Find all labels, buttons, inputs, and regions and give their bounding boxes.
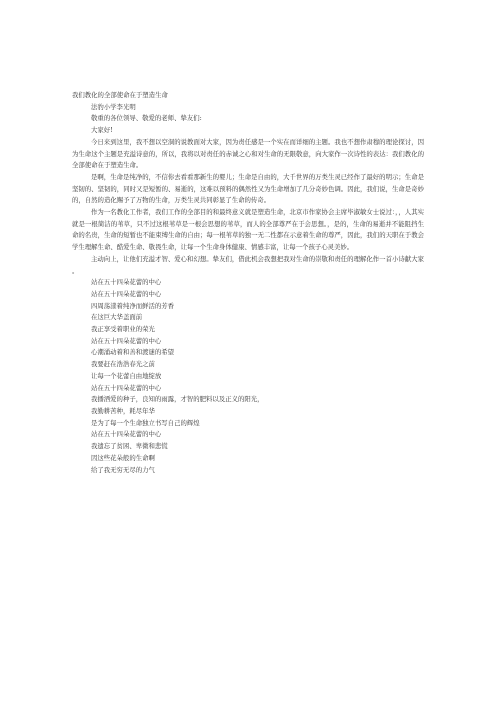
paragraph: 是啊，生命是纯净的，不信你去看看那新生的婴儿；生命是自由的，大千世界的万类生灵已经作了最好的明示；生命是坚韧的、坚韧的，同时又是短暂的、易逝的，这难以预料的偶然性又为生命增加了几分奇妙色调。因此，我们说，生命是奇妙的，自然的造化赐予了万物的生命，万类生灵共同彰显了生命的传奇。 [72,172,424,205]
poem-line: 我正享受着职业的荣光 [91,325,155,334]
poem-line: 四周荡漾着纯净而鲜活的芳香 [91,301,175,310]
poem-line: 站在五十四朵花蕾的中心 [91,289,162,298]
poem-line: 心潮涌动着和善和渡谜的希望 [91,348,175,357]
poem-line: 我遗忘了贫困、卑微和悲慌 [91,442,168,451]
poem-line: 站在五十四朵花蕾的中心 [91,383,162,392]
paragraph: 主动向上，让他们充溢才智、爱心和幻想。挚友们，借此机会我想把我对生命的崇敬和责任的理解化作一首小诗献大家。 [72,254,424,275]
poem-line: 站在五十四朵花蕾的中心 [91,278,162,287]
poem-line: 我播洒爱的种子，良知的雨露，才智的肥料以及正义的阳光， [91,395,264,404]
author-line: 法豹小学李光明 [91,102,136,111]
poem-line: 是为了每一个生命独立书写自己的辉煌 [91,418,200,427]
salutation: 敬重的各位领导、敬爱的老师、挚友们: [91,114,202,123]
poem-line: 我勤耕苦种，耗尽年华 [91,406,155,415]
paragraph: 作为一名教化工作者，我们工作的全部目的和最终意义就是塑造生命，北京市作家协会主席毕淑敏女士说过：，，人其实就是一根简洁的苇草，只不过这根苇草是一根会思想的苇草，而人的全部尊严在于会思想。，是的，生命的易逝并不能阻挡生命的名贵，生命的短暂也不能束缚生命的自由；每一根苇草的独一无二性都在示意着生命的尊严，因此，我们的天职在于教会学生理解生命、酷爱生命、敬畏生命，让每一个生命身体健康、情感丰富，让每一个孩子心灵美妙。 [72,208,424,252]
poem-line: 让每一个花蕾自由地绽放 [91,371,162,380]
poem-line: 因这些花朵般的生命啊 [91,453,155,462]
document-title: 我们教化的全部使命在于塑造生命 [72,91,168,99]
poem-line: 站在五十四朵花蕾的中心 [91,430,162,439]
greeting: 大家好! [91,126,113,135]
poem-line: 站在五十四朵花蕾的中心 [91,336,162,345]
poem-line: 给了我无穷无尽的力气 [91,465,155,474]
poem-line: 我要赶在浩浩春光之前 [91,360,155,369]
document-body [72,90,424,476]
poem-line: 在这巨大华盖面前 [91,313,143,322]
paragraph: 今日来到这里，我不想以空洞的说教面对大家，因为责任感是一个实在而详细的主题。我也不想作肃穆的理论探讨，因为生命这个主题是充溢诗意的，所以，我将以对责任的赤诚之心和对生命的无限敬意，向大家作一次诗性的表达：我们教化的全部使命在于塑造生命。 [72,137,424,170]
